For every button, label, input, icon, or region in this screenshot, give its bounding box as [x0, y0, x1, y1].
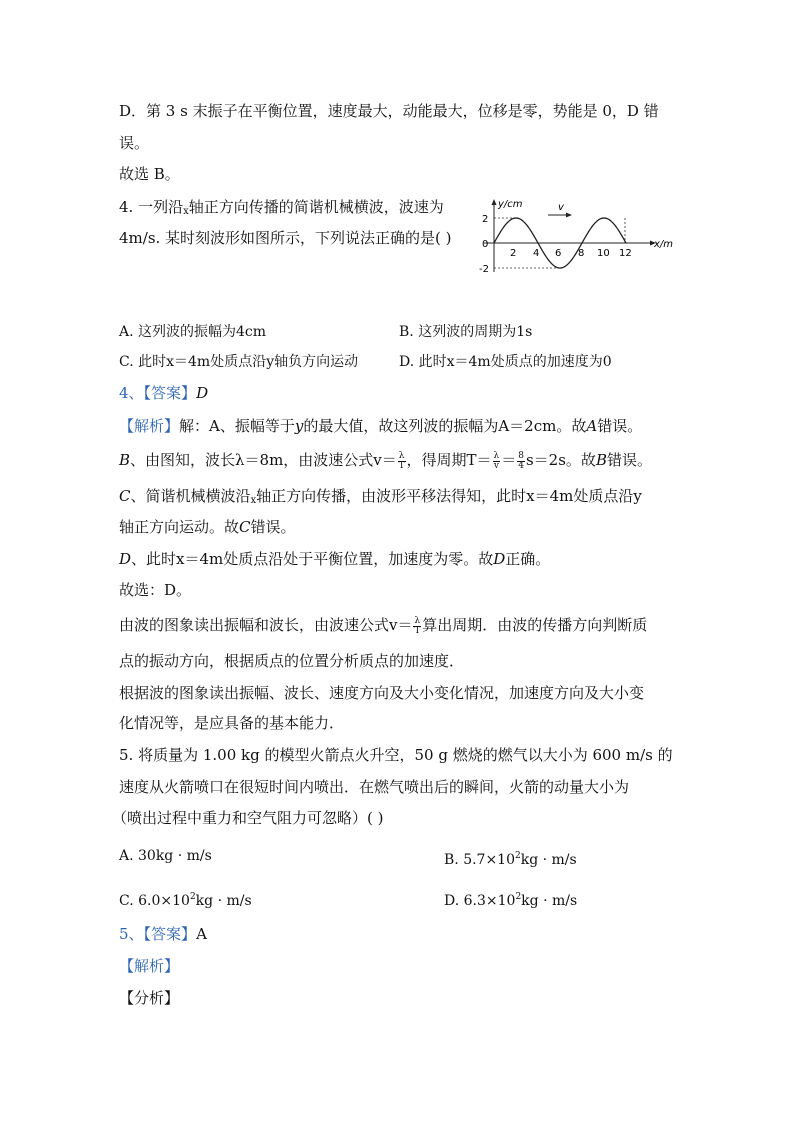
q4-analysis-line3: C、简谐机械横波沿$_x$轴正方向传播，由波形平移法得知，此时x＝4m处质点沿y: [119, 487, 642, 506]
velocity-arrow-head: [566, 213, 572, 218]
velocity-label: v: [558, 202, 564, 213]
q5-answer: 5、【答案】A: [119, 925, 207, 943]
x-tick: 6: [555, 248, 562, 259]
x-tick: 2: [510, 248, 517, 259]
x-tick: 4: [533, 248, 540, 259]
q4-option-b: B. 这列波的周期为1s: [399, 324, 533, 340]
q5-option-b: B. $5.7\times 10^2kg \cdot m/s$: [444, 851, 577, 868]
q4-option-a: A. 这列波的振幅为4cm: [119, 324, 267, 340]
q5-option-d: D. $6.3\times 10^2kg \cdot m/s$: [444, 892, 578, 909]
y-tick-0: 0: [482, 239, 489, 250]
q4-stem-line1: 4. 一列沿$_x$轴正方向传播的简谐机械横波，波速为: [119, 198, 444, 217]
q4-analysis-line10: 化情况等，是应具备的基本能力．: [119, 714, 345, 732]
q4-analysis-line5: D、此时x＝4m处质点沿处于平衡位置，加速度为零。故D正确。: [119, 550, 551, 568]
y-tick-2: 2: [482, 214, 489, 225]
q5-fenxi-label: 【分析】: [119, 989, 180, 1007]
q4-analysis-line1: 【解析】解：A、振幅等于y的最大值，故这列波的振幅为A＝2cm。故A错误。: [119, 417, 643, 435]
q4-analysis-line2: B、由图知，波长λ＝8m，由波速公式v＝ $\frac{\lambda}{T}$ ，得周期T＝ $\frac{\lambda}{v}$ ＝ $\frac{8}{4}$ s＝2s。故B错误。: [119, 450, 652, 471]
q4-analysis-line9: 根据波的图象读出振幅、波长、速度方向及大小变化情况，加速度方向及大小变: [119, 684, 645, 702]
q4-option-d: D. 此时x＝4m处质点的加速度为0: [399, 354, 612, 370]
q5-option-a: A. 30kg · m/s: [119, 848, 212, 864]
q5-stem-line3: （喷出过程中重力和空气阻力可忽略）( ): [112, 809, 384, 827]
x-tick: 12: [619, 248, 632, 259]
x-axis-label: x/m: [654, 239, 674, 250]
prev-d-line1: D．第 3 s 末振子在平衡位置，速度最大，动能最大，位移是零，势能是 0，D 错: [119, 102, 659, 120]
q5-analysis-label: 【解析】: [119, 957, 180, 975]
q5-option-c: C. $6.0\times 10^2kg \cdot m/s$: [119, 892, 252, 909]
prev-d-line2: 误。: [119, 134, 150, 152]
q4-option-c: C. 此时x＝4m处质点沿y轴负方向运动: [119, 354, 359, 370]
q4-analysis-line7: 由波的图象读出振幅和波长，由波速公式v＝ $\frac{\lambda}{T}$ 算出周期．由波的传播方向判断质: [119, 615, 648, 636]
q4-analysis-line6: 故选：D。: [119, 581, 192, 599]
prev-choose: 故选 B。: [119, 165, 180, 183]
q4-analysis-line4: 轴正方向运动。故C错误。: [119, 518, 296, 536]
y-axis-label: y/cm: [498, 199, 523, 210]
q5-stem-line2: 速度从火箭喷口在很短时间内喷出．在燃气喷出后的瞬间，火箭的动量大小为: [119, 778, 630, 796]
q4-answer: 4、【答案】D: [119, 384, 209, 402]
q4-analysis-line8: 点的振动方向，根据质点的位置分析质点的加速度．: [119, 652, 465, 670]
q4-wave-graph: [472, 196, 680, 280]
x-tick: 10: [597, 248, 610, 259]
x-tick: 8: [578, 248, 585, 259]
y-tick-neg2: -2: [479, 264, 489, 275]
q4-stem-line2: 4m/s. 某时刻波形如图所示，下列说法正确的是( ): [119, 229, 452, 247]
q5-stem-line1: 5. 将质量为 1.00 kg 的模型火箭点火升空，50 g 燃烧的燃气以大小为 600 m/s 的: [119, 746, 673, 764]
y-axis-arrow: [492, 199, 497, 205]
